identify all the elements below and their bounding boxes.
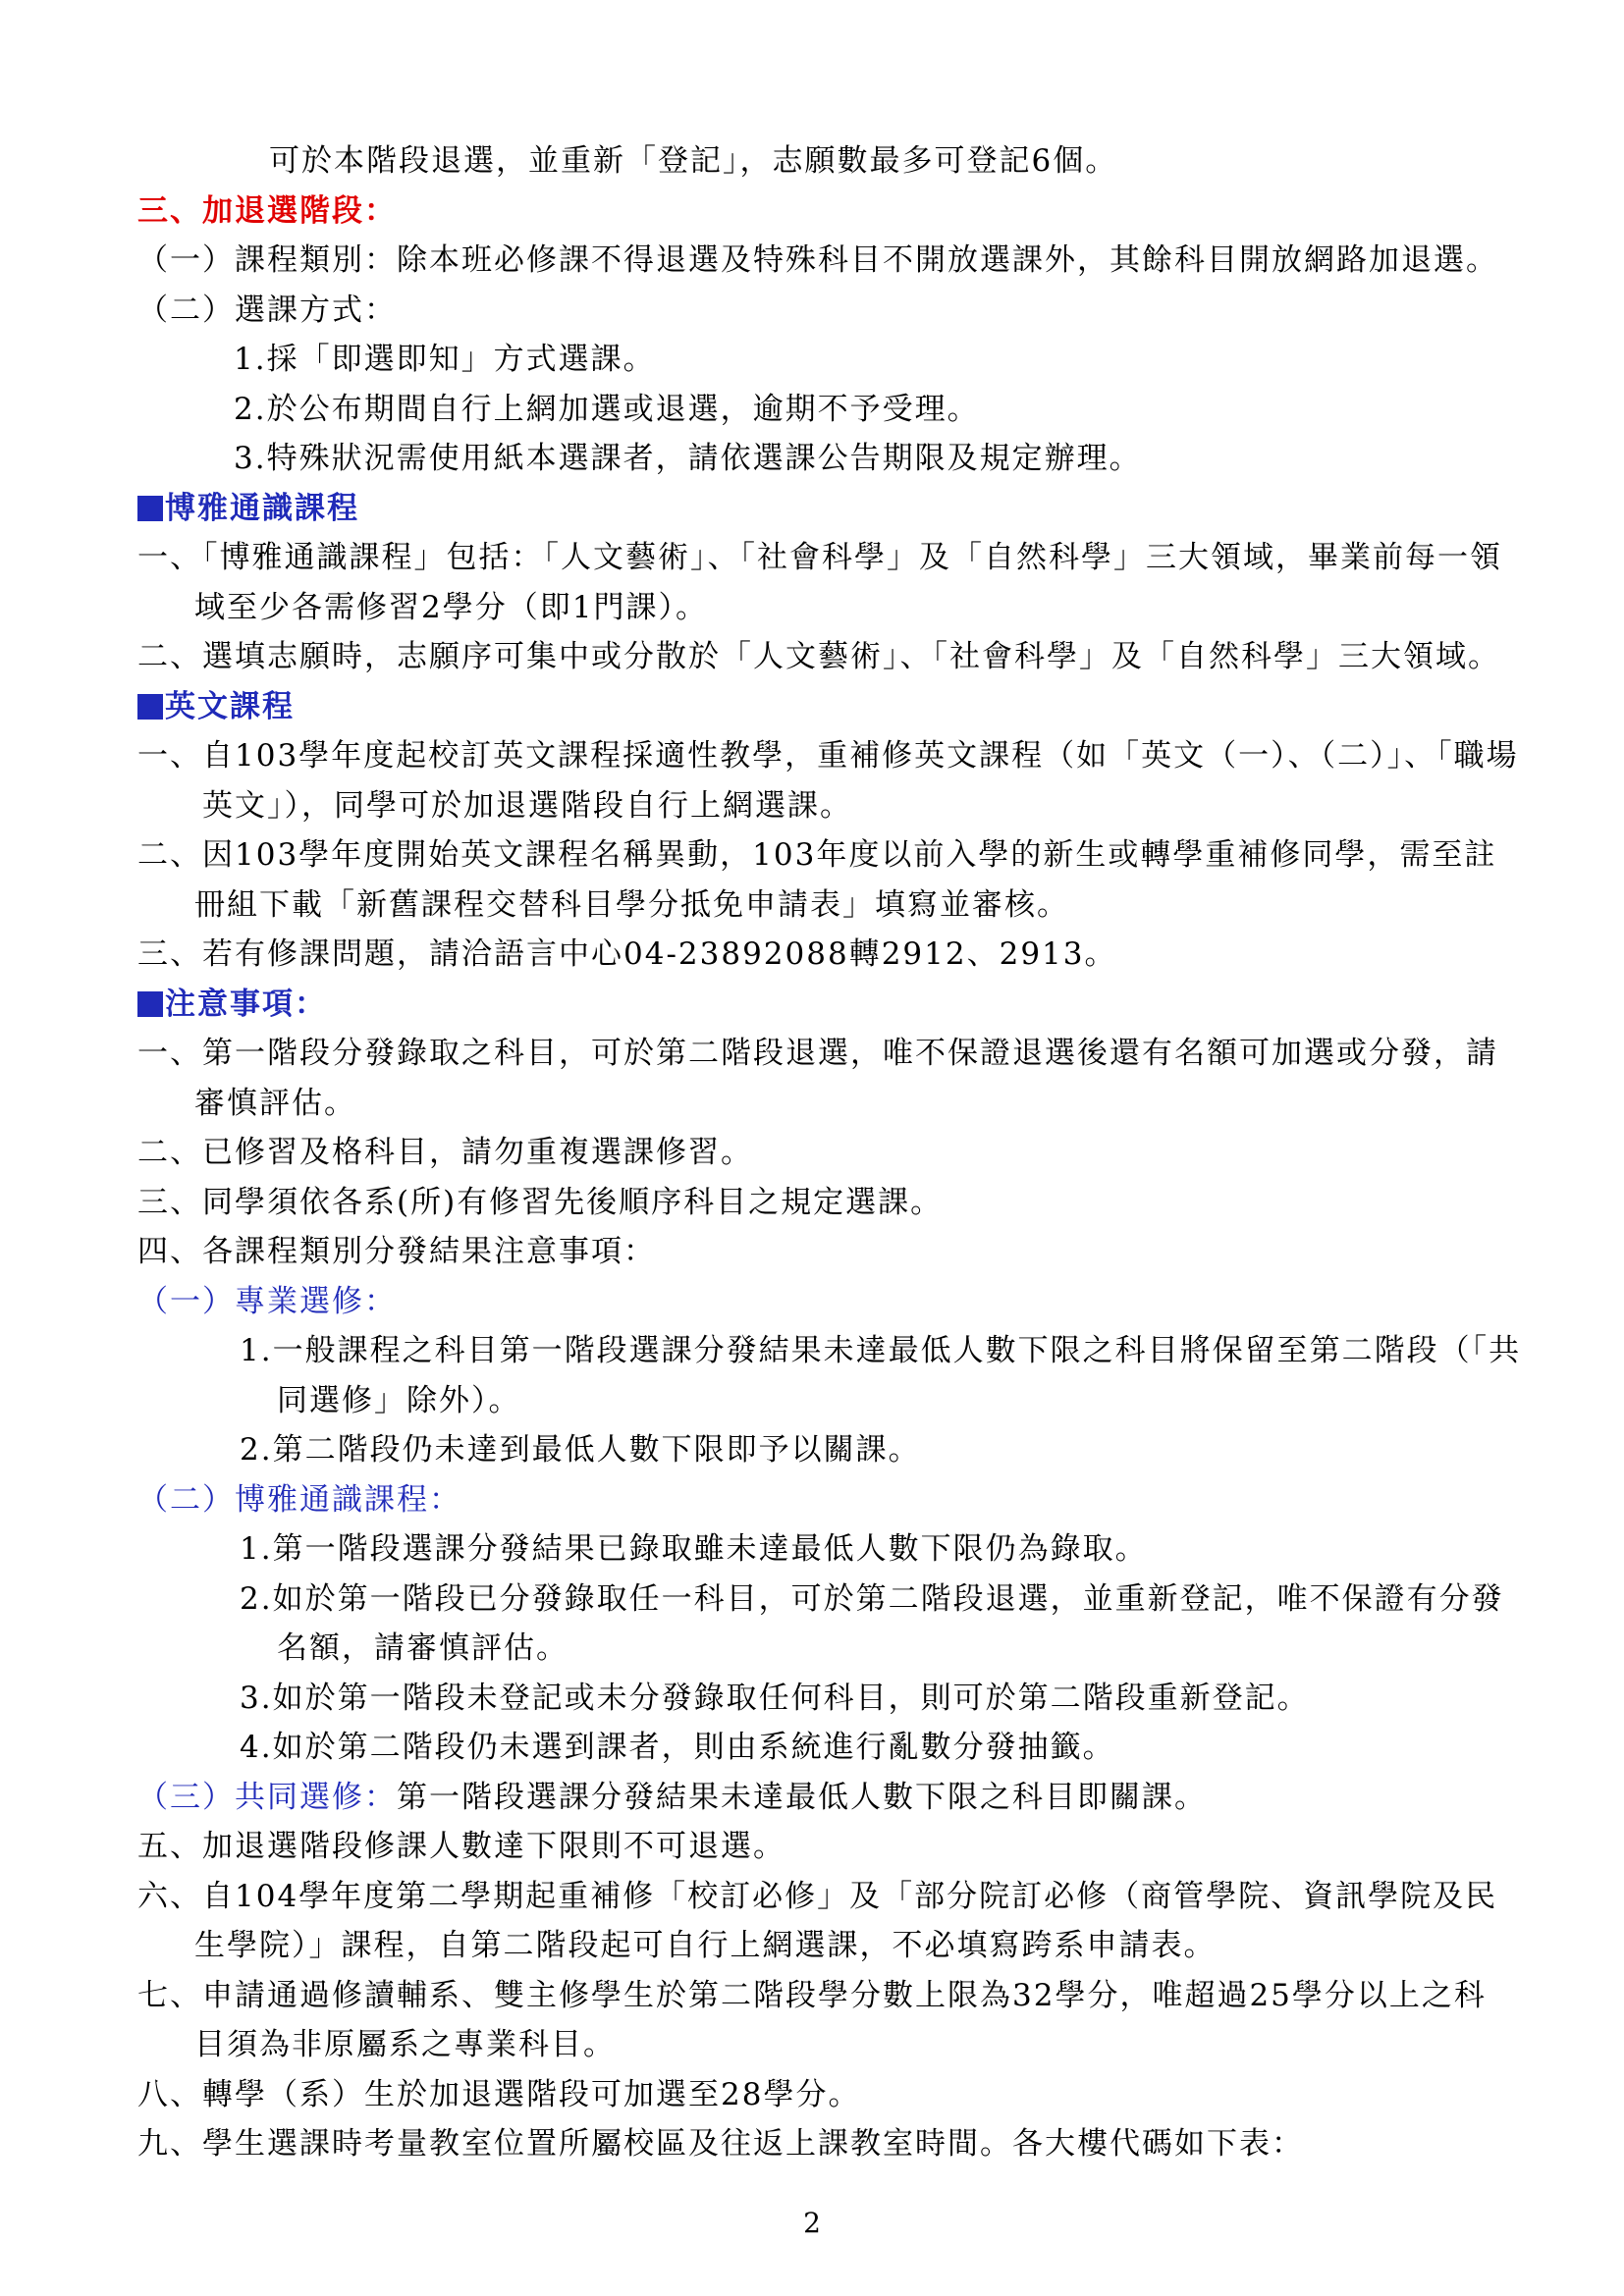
section-heading-notes: 注意事項：	[137, 983, 327, 1026]
square-bullet-icon	[137, 991, 163, 1017]
text-line: 2.如於第一階段已分發錄取任一科目，可於第二階段退選，並重新登記，唯不保證有分發	[240, 1581, 1504, 1617]
text-line: 4.如於第二階段仍未選到課者，則由系統進行亂數分發抽籤。	[240, 1730, 1115, 1765]
text-line: 冊組下載「新舊課程交替科目學分抵免申請表」填寫並審核。	[194, 887, 1069, 923]
subheading-professional-elective: （一）專業選修：	[137, 1284, 397, 1319]
subheading-general-education: （二）博雅通識課程：	[137, 1482, 461, 1518]
text-line: 1.第一階段選課分發結果已錄取雖未達最低人數下限仍為錄取。	[240, 1531, 1148, 1567]
text-line-common-elective	[137, 1776, 1207, 1819]
text-line: 3.如於第一階段未登記或未分發錄取任何科目，則可於第二階段重新登記。	[240, 1681, 1310, 1716]
text-line: 名額，請審慎評估。	[277, 1630, 568, 1666]
page-number: 2	[803, 2207, 821, 2239]
text-line: 八、轉學（系）生於加退選階段可加選至28學分。	[137, 2077, 861, 2112]
text-line: 2.於公布期間自行上網加選或退選，逾期不予受理。	[234, 392, 980, 427]
text-line: 六、自104學年度第二學期起重補修「校訂必修」及「部分院訂必修（商管學院、資訊學院及民	[137, 1879, 1498, 1914]
text-line: 三、若有修課問題，請洽語言中心04-23892088轉2912、2913。	[137, 936, 1117, 972]
text-fragment: 第一階段選課分發結果未達最低人數下限之科目即關課。	[397, 1780, 1207, 1815]
text-line: 三、同學須依各系(所)有修習先後順序科目之規定選課。	[137, 1185, 944, 1220]
subheading-common-elective: （三）共同選修：	[137, 1780, 397, 1815]
text-line: 二、選填志願時，志願序可集中或分散於「人文藝術」、「社會科學」及「自然科學」三大領域。	[137, 639, 1500, 674]
text-line: 五、加退選階段修課人數達下限則不可退選。	[137, 1829, 785, 1864]
section-heading-english: 英文課程	[137, 685, 295, 728]
text-line: 同選修」除外）。	[277, 1383, 521, 1418]
text-line: 七、申請通過修讀輔系、雙主修學生於第二階段學分數上限為32學分，唯超過25學分以上之科	[137, 1978, 1487, 2013]
text-line: 可於本階段退選，並重新「登記」，志願數最多可登記6個。	[269, 143, 1118, 179]
text-line: 1.一般課程之科目第一階段選課分發結果未達最低人數下限之科目將保留至第二階段（「共	[240, 1333, 1522, 1368]
text-line: 二、已修習及格科目，請勿重複選課修習。	[137, 1135, 753, 1170]
text-line: 生學院）」課程，自第二階段起可自行上網選課，不必填寫跨系申請表。	[194, 1928, 1217, 1963]
square-bullet-icon	[137, 694, 163, 720]
text-line: 2.第二階段仍未達到最低人數下限即予以關課。	[240, 1432, 921, 1468]
text-line: 一、第一階段分發錄取之科目，可於第二階段退選，唯不保證退選後還有名額可加選或分發，請	[137, 1036, 1498, 1071]
text-line: 目須為非原屬系之專業科目。	[194, 2027, 616, 2062]
text-line: 審慎評估。	[194, 1086, 356, 1121]
square-bullet-icon	[137, 496, 163, 521]
section-heading-add-drop: 三、加退選階段：	[137, 193, 397, 229]
text-line: 英文」），同學可於加退選階段自行上網選課。	[202, 788, 852, 824]
text-line: 3.特殊狀況需使用紙本選課者，請依選課公告期限及規定辦理。	[234, 441, 1142, 476]
text-line: 一、「博雅通識課程」包括：「人文藝術」、「社會科學」及「自然科學」三大領域，畢業前每一領	[137, 540, 1502, 575]
text-line: 1.採「即選即知」方式選課。	[234, 342, 656, 377]
text-line: 四、各課程類別分發結果注意事項：	[137, 1234, 656, 1269]
text-line: 域至少各需修習2學分（即1門課）。	[194, 590, 708, 625]
text-line: 九、學生選課時考量教室位置所屬校區及往返上課教室時間。各大樓代碼如下表：	[137, 2126, 1304, 2162]
text-line: （二）選課方式：	[137, 293, 397, 328]
text-line: 一、自103學年度起校訂英文課程採適性教學，重補修英文課程（如「英文（一）、（二）」、「職場	[137, 738, 1519, 774]
text-line: 二、因103學年度開始英文課程名稱異動，103年度以前入學的新生或轉學重補修同學，需至註	[137, 837, 1497, 873]
section-heading-general-education: 博雅通識課程	[137, 487, 359, 530]
text-line: （一）課程類別：除本班必修課不得退選及特殊科目不開放選課外，其餘科目開放網路加退選。	[137, 242, 1498, 278]
